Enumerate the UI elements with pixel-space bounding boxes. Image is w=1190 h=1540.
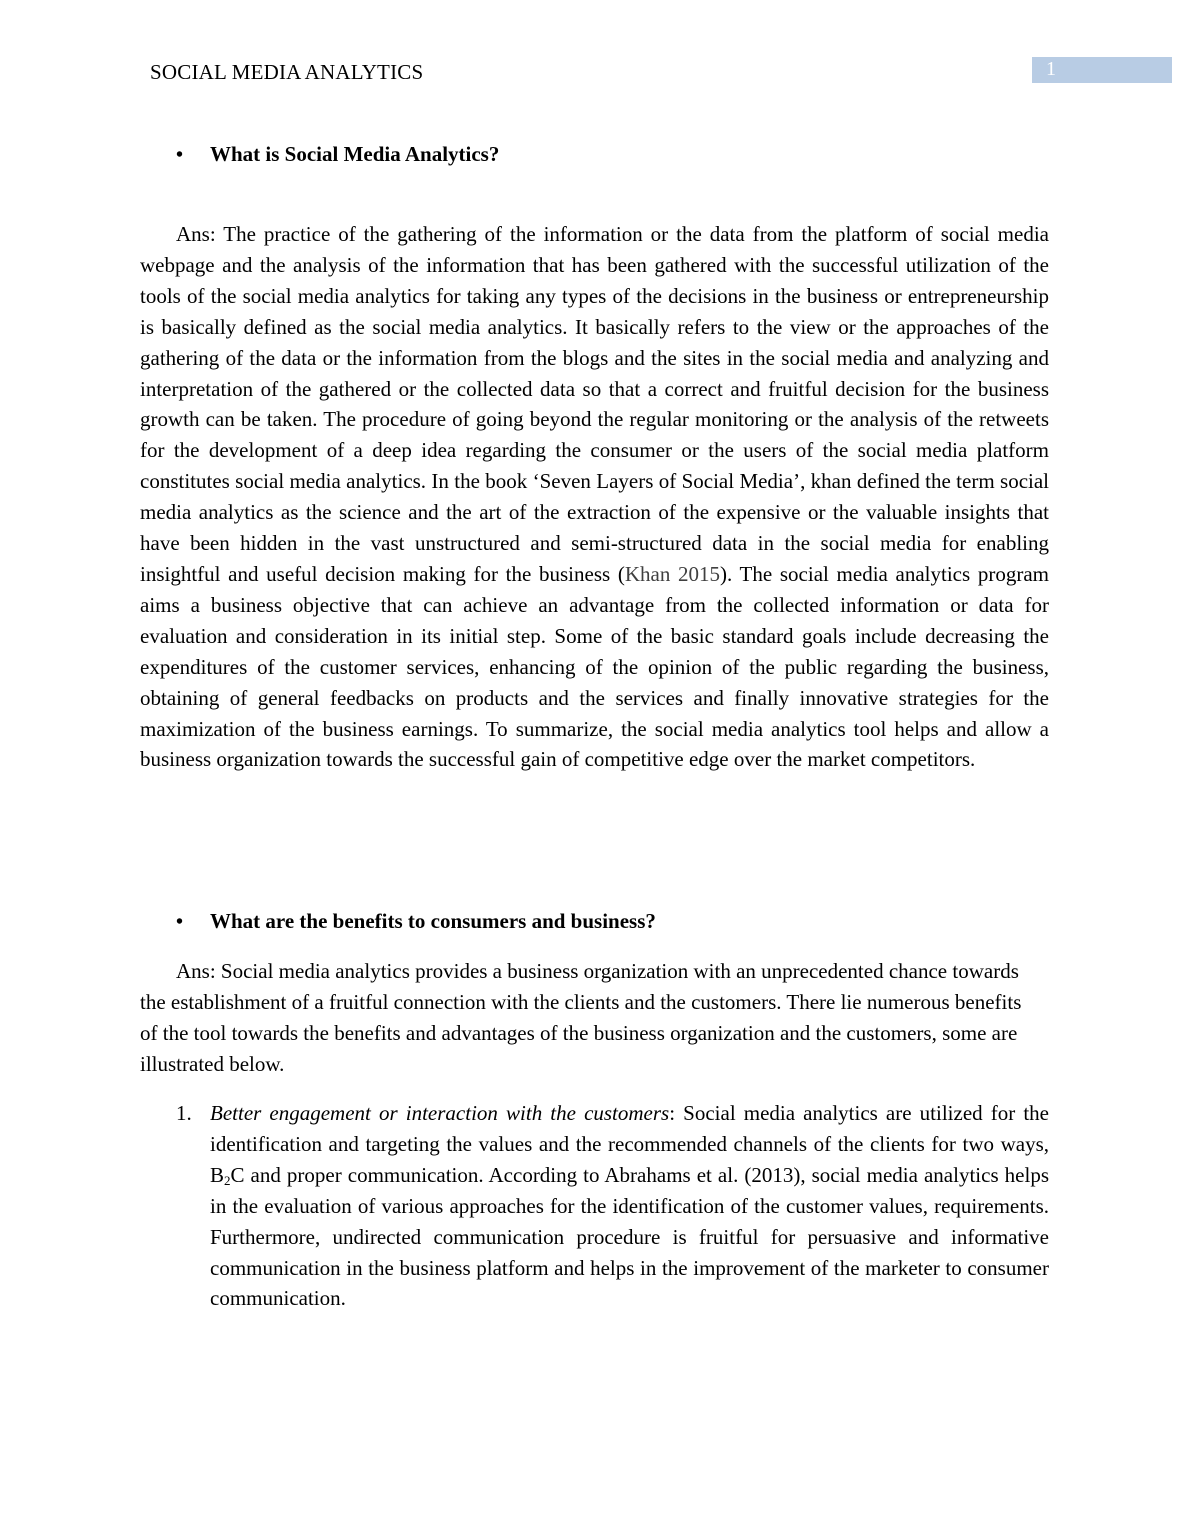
header-title: SOCIAL MEDIA ANALYTICS [150,60,424,84]
section1-heading-text: What is Social Media Analytics? [210,142,500,166]
section1-answer-part2: ). The social media analytics program aims a business objective that can achieve an advantage from the collected information or data for evaluation and consideration in its initial step. Some of the basic standard goals include decreasing the expenditures of the customer services, enhancing of the opinion of the public regarding the business, obtaining of general feedbacks on products and the services and finally innovative strategies for the maximization of the business earnings. To summarize, the social media analytics tool helps and allow a business organization towards the successful gain of competitive edge over the market competitors. [140,561,1049,772]
list-item [176,1098,1049,1314]
citation: Khan 2015 [624,561,721,586]
section2-heading-text: What are the benefits to consumers and business? [210,909,656,933]
list-item-text-b: C and proper communication. According to Abrahams et al. (2013), social media analytics helps in the evaluation of various approaches for the identification of the customer values, requirements. Furthermore, undirected communication procedure is fruitful for persuasive and informative communication in the business platform and helps in the improvement of the marketer to consumer communication. [210,1162,1049,1311]
bullet-icon: • [176,911,184,933]
list-item-body [210,1098,1049,1314]
subscript: 2 [224,1172,231,1188]
section2-heading [176,909,656,934]
section1-answer [140,219,1049,775]
page-number-box [1032,57,1172,83]
bullet-icon: • [176,144,184,166]
section1-answer-part1: Ans: The practice of the gathering of the information or the data from the platform of social media webpage and the analysis of the information that has been gathered with the successful utilization of the tools of the social media analytics for taking any types of the decisions in the business or entrepreneurship is basically defined as the social media analytics. It basically refers to the view or the approaches of the gathering of the data or the information from the blogs and the sites in the social media and analyzing and interpretation of the gathered or the collected data so that a correct and fruitful decision for the business growth can be taken. The procedure of going beyond the regular monitoring or the analysis of the retweets for the development of a deep idea regarding the consumer or the users of the social media platform constitutes social media analytics. In the book ‘Seven Layers of Social Media’, khan defined the term social media analytics as the science and the art of the extraction of the expensive or the valuable insights that have been hidden in the vast unstructured and semi-structured data in the social media for enabling insightful and useful decision making for the business ( [140,222,1049,586]
page-number: 1 [1046,58,1056,80]
list-item-text-a: : Social media analytics are utilized for the identification and targeting the values and the recommended channels of the clients for two ways, B [210,1101,1050,1187]
list-item-title: Better engagement or interaction with the customers [210,1101,670,1125]
section1-heading [176,142,499,167]
section2-answer: Ans: Social media analytics provides a business organization with an unprecedented chance towards the establishment of a fruitful connection with the clients and the customers. There lie numerous benefits of the tool towards the benefits and advantages of the business organization and the customers, some are illustrated below. [140,959,1022,1076]
list-number: 1. [176,1101,192,1125]
